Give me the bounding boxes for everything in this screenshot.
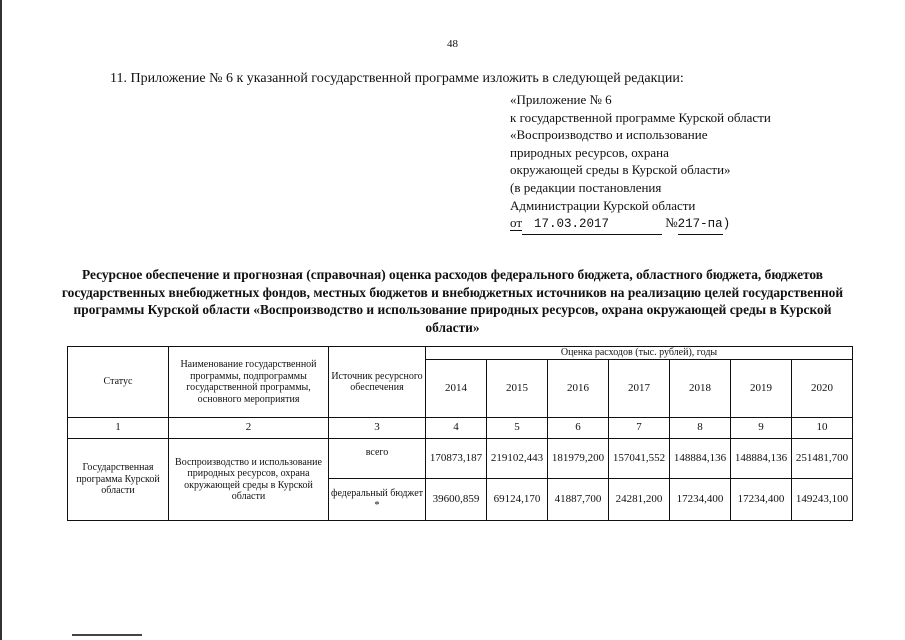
column-number: 6 (548, 418, 609, 439)
header-year: 2018 (670, 360, 731, 418)
page-left-edge (0, 0, 2, 640)
header-year: 2014 (426, 360, 487, 418)
value-cell: 69124,170 (487, 479, 548, 521)
appendix-line: «Воспроизводство и использование (510, 127, 708, 143)
appendix-line: «Приложение № 6 (510, 92, 612, 107)
source-cell: всего (329, 439, 426, 479)
page-number: 48 (447, 38, 458, 50)
header-year: 2015 (487, 360, 548, 418)
program-status: Государственная программа Курской области (68, 439, 169, 521)
value-cell: 39600,859 (426, 479, 487, 521)
value-cell: 17234,400 (731, 479, 792, 521)
table-row (68, 439, 853, 479)
appendix-line: (в редакции постановления (510, 179, 662, 195)
value-cell: 24281,200 (609, 479, 670, 521)
intro-paragraph: 11. Приложение № 6 к указанной государственной программе изложить в следующей редакции: (110, 71, 684, 86)
from-prefix: от (510, 215, 523, 231)
header-year: 2019 (731, 360, 792, 418)
value-cell: 148884,136 (670, 439, 731, 479)
header-source: Источник ресурсного обеспечения (329, 347, 426, 418)
column-number-row (68, 418, 853, 439)
column-number: 10 (792, 418, 853, 439)
column-number: 4 (426, 418, 487, 439)
header-name: Наименование государственной программы, подпрограммы государственной программы, основного мероприятия (169, 347, 329, 418)
closing-paren: ) (722, 217, 731, 232)
header-status: Статус (68, 347, 169, 418)
column-number: 3 (329, 418, 426, 439)
appendix-line: к государственной программе Курской области (510, 109, 771, 125)
appendix-line: Администрации Курской области (510, 197, 696, 213)
column-number: 7 (609, 418, 670, 439)
column-number: 9 (731, 418, 792, 439)
column-number: 2 (169, 418, 329, 439)
program-name: Воспроизводство и использование природных ресурсов, охрана окружающей среды в Курской области (169, 439, 329, 521)
value-cell: 181979,200 (548, 439, 609, 479)
value-cell: 148884,136 (731, 439, 792, 479)
decree-date: 17.03.2017 (522, 216, 662, 235)
appendix-decree-line (510, 214, 771, 235)
column-number: 5 (487, 418, 548, 439)
source-cell: федеральный бюджет * (329, 479, 426, 521)
page-bottom-mark (72, 634, 142, 636)
value-cell: 219102,443 (487, 439, 548, 479)
header-year: 2016 (548, 360, 609, 418)
value-cell: 17234,400 (670, 479, 731, 521)
column-number: 8 (670, 418, 731, 439)
header-year: 2017 (609, 360, 670, 418)
number-prefix: № (665, 215, 678, 231)
appendix-line: окружающей среды в Курской области» (510, 162, 731, 178)
appendix-header (510, 91, 771, 235)
resource-table (67, 346, 853, 521)
value-cell: 149243,100 (792, 479, 853, 521)
column-number: 1 (68, 418, 169, 439)
value-cell: 170873,187 (426, 439, 487, 479)
decree-number: 217-па (678, 216, 723, 235)
header-estimate: Оценка расходов (тыс. рублей), годы (426, 347, 853, 360)
value-cell: 251481,700 (792, 439, 853, 479)
header-year: 2020 (792, 360, 853, 418)
value-cell: 157041,552 (609, 439, 670, 479)
appendix-line: природных ресурсов, охрана (510, 144, 669, 160)
value-cell: 41887,700 (548, 479, 609, 521)
section-heading: Ресурсное обеспечение и прогнозная (справочная) оценка расходов федерального бюджета, областного бюджета, бюджетов государственных внебюджетных фондов, местных бюджетов и внебюджетных источников на реализацию целей государственной программы Курской области «Воспроизводство и использование природных ресурсов, охрана окружающей среды в Курской области» (61, 267, 844, 335)
